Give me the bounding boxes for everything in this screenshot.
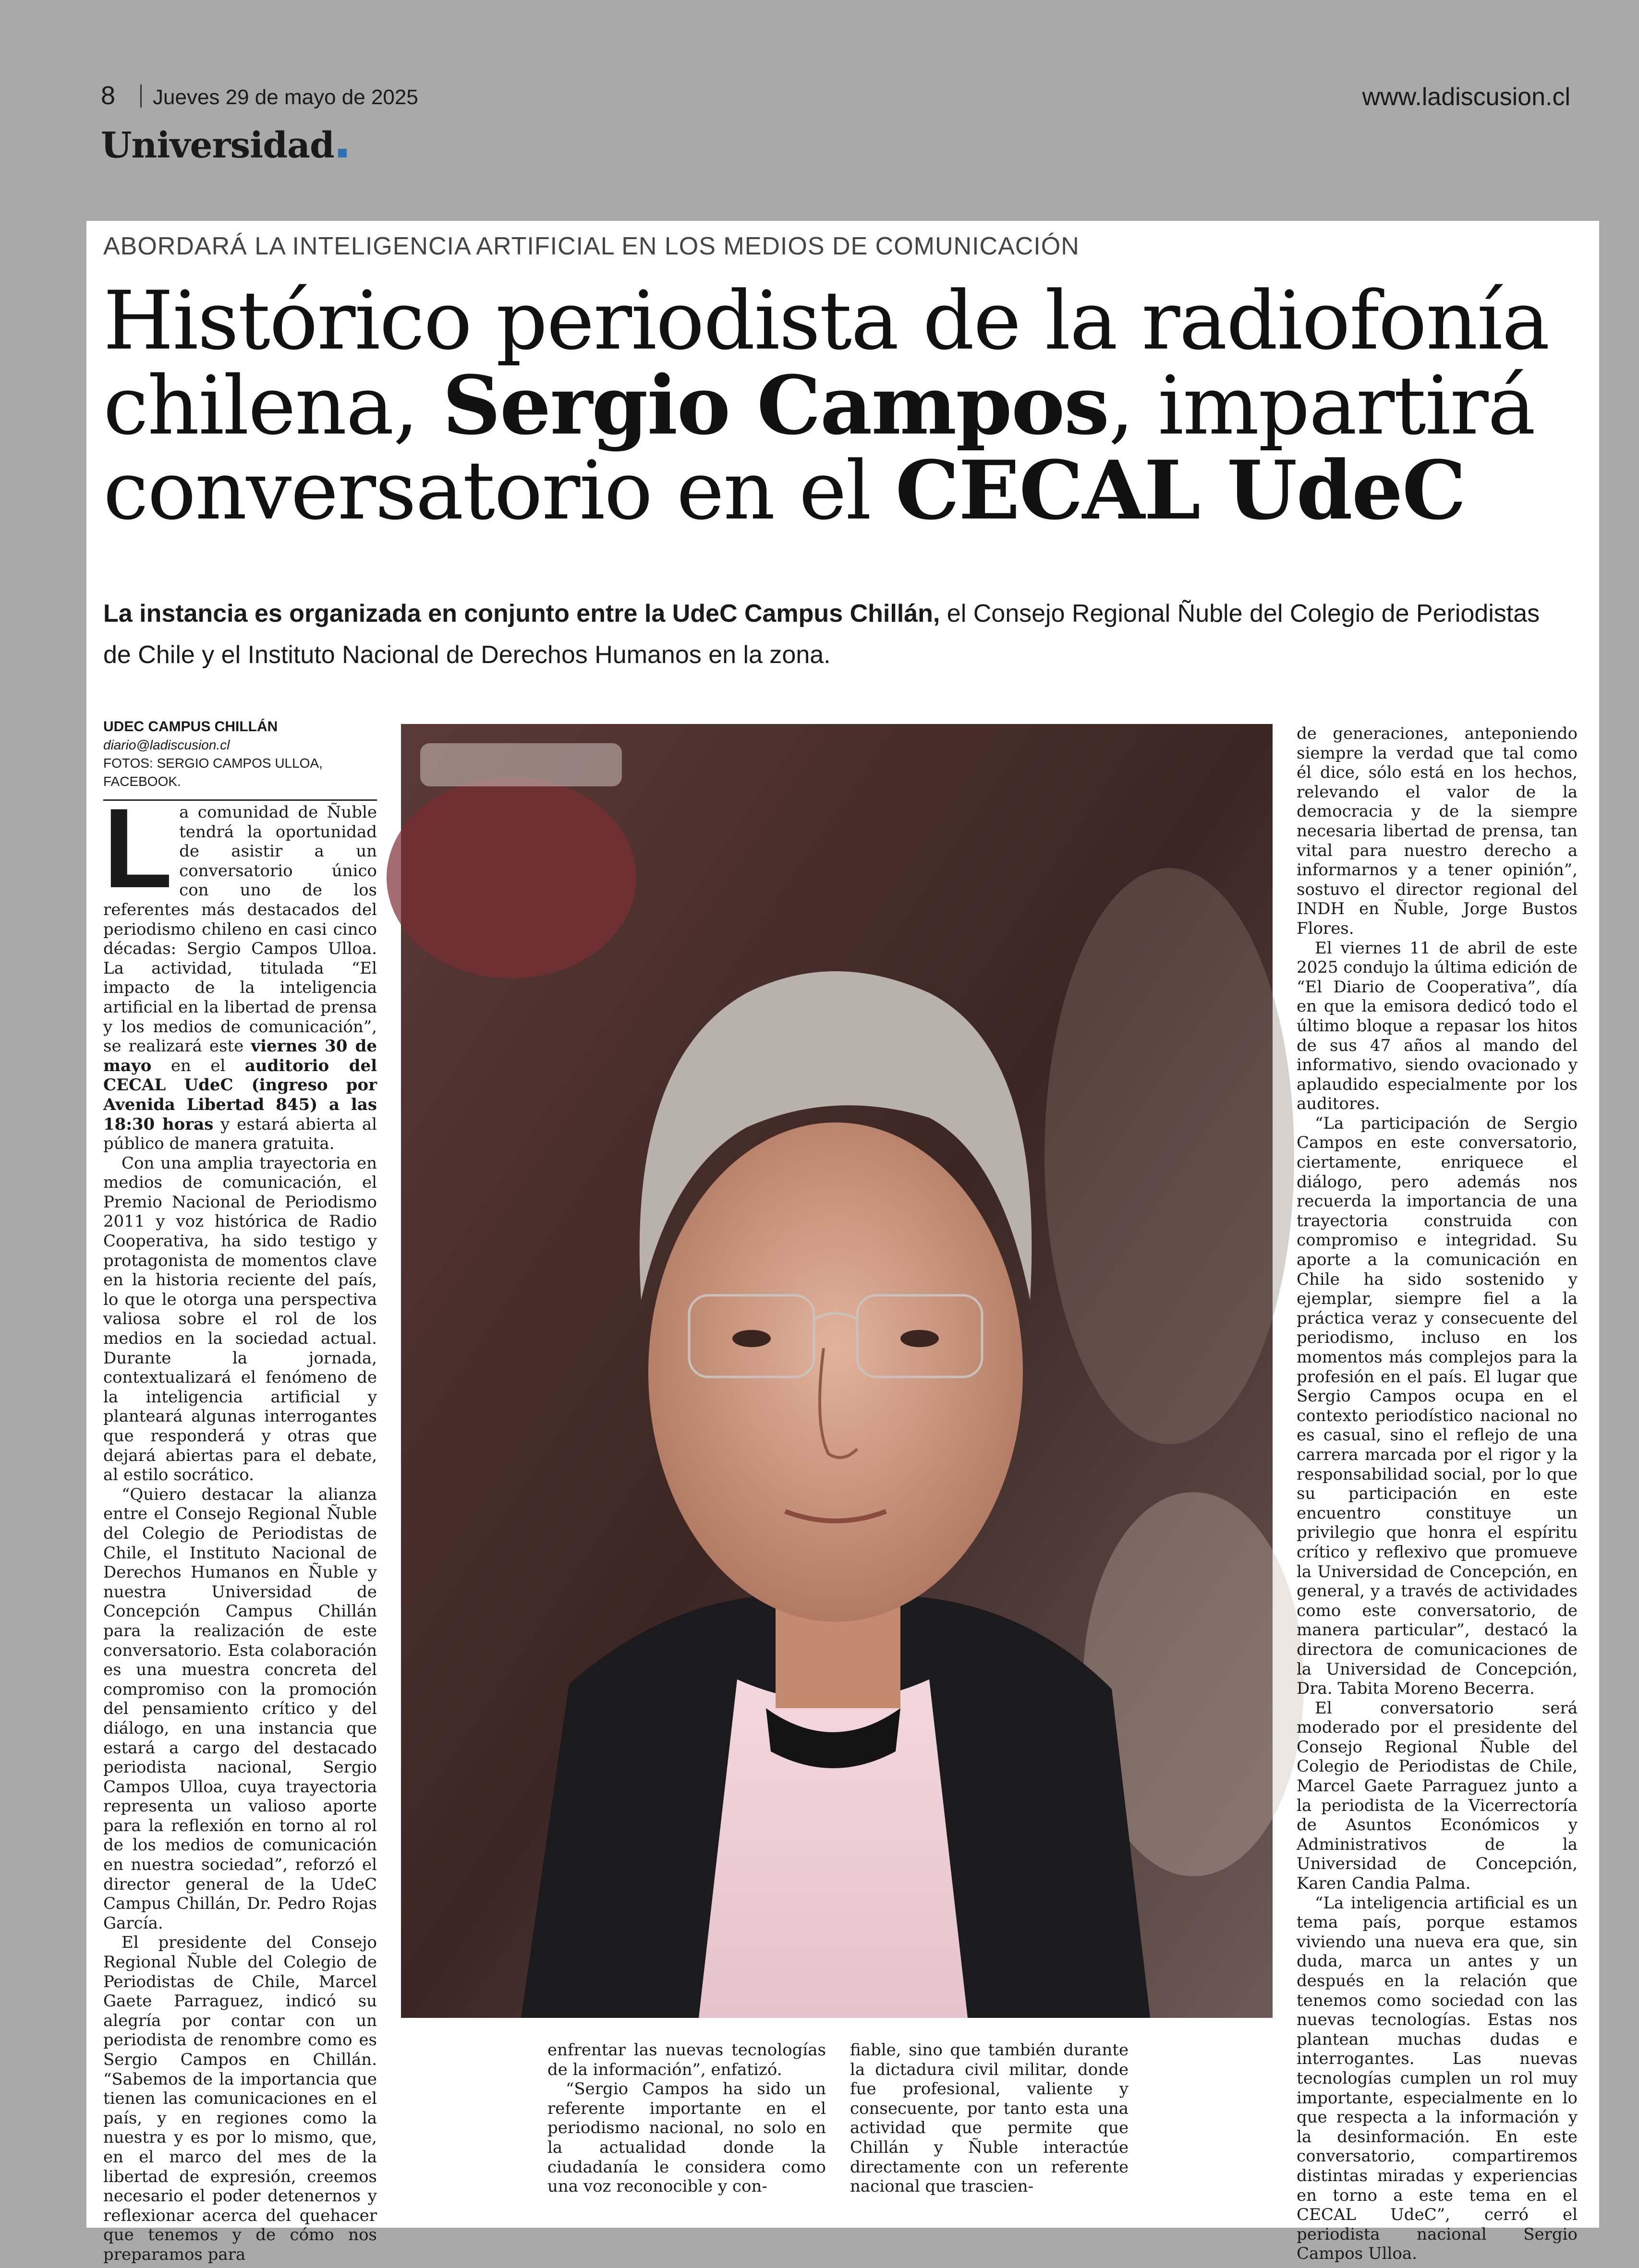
paragraph-1-text-c: en el xyxy=(151,1056,245,1075)
paragraph-1 xyxy=(103,785,377,1154)
paragraph-2: Con una amplia trayectoria en medios de comunicación, el Premio Nacional de Periodismo 2011 y voz histórica de Radio Cooperativa, ha sido testigo y protagonista de momentos clave en la historia reciente del país, lo que le otorga una perspectiva valiosa sobre el rol de los medios en la sociedad actual. Durante la jornada, contextualizará el fenómeno de la inteligencia artificial y planteará algunas interrogantes que responderá y otras que dejará abiertas para el debate, al estilo socrático. xyxy=(103,1153,377,1485)
drop-cap: L xyxy=(103,785,173,912)
article-column-1 xyxy=(103,785,377,2264)
headline xyxy=(103,274,1573,538)
site-url[interactable]: www.ladiscusion.cl xyxy=(1362,83,1570,111)
paragraph-5: enfrentar las nuevas tecnologías de la información”, enfatizó. xyxy=(547,2040,826,2079)
paragraph-11: El conversatorio será moderado por el presidente del Consejo Regional Ñuble del Colegio de Periodistas de Chile, Marcel Gaete Parraguez junto a la periodista de la Vicerrectoría de Asuntos Económicos y Administrativos de la Universidad de Concepción, Karen Candia Palma. xyxy=(1297,1698,1578,1894)
kicker: ABORDARÁ LA INTELIGENCIA ARTIFICIAL EN LOS MEDIOS DE COMUNICACIÓN xyxy=(103,232,1080,260)
article-column-3 xyxy=(850,2040,1129,2213)
header-divider xyxy=(140,84,142,108)
paragraph-1-text-d: y estará abierta al público de manera gratuita. xyxy=(103,1114,377,1154)
section-dot xyxy=(338,149,347,157)
page-date: Jueves 29 de mayo de 2025 xyxy=(153,85,418,109)
paragraph-12: “La inteligencia artificial es un tema país, porque estamos viviendo una nueva era que, sin duda, marca un antes y un después en la relación que tenemos como sociedad con las nuevas tecnologías. Estas nos plantean muchas dudas e interrogantes. Las nuevas tecnologías cumplen un rol muy importante, especialmente en lo que respecta a la información y la desinformación. En este conversatorio, compartiremos distintas miradas y experiencias en torno a este tema en el CECAL UdeC”, cerró el periodista nacional Sergio Campos Ulloa. xyxy=(1297,1893,1578,2264)
event-location: auditorio del CECAL UdeC (ingreso por Avenida Libertad 845) a las 18:30 horas xyxy=(103,1056,377,1134)
paragraph-6: “Sergio Campos ha sido un referente importante en el periodismo nacional, no solo en la actualidad donde la ciudadanía le considera como una voz reconocible y con- xyxy=(547,2079,826,2196)
headline-line3-bold: CECAL UdeC xyxy=(895,443,1466,538)
paragraph-10: “La participación de Sergio Campos en este conversatorio, ciertamente, enriquece el diálogo, pero además nos recuerda la importancia de una trayectoria construida con compromiso e integridad. Su aporte a la comunicación en Chile ha sido sostenido y ejemplar, siempre fiel a la práctica veraz y consecuente del periodismo, incluso en los momentos más complejos para la profesión en el país. El lugar que Sergio Campos ocupa en el contexto periodístico nacional no es casual, sino el reflejo de una carrera marcada por el rigor y la responsabilidad social, por lo que su participación en este encuentro constituye un privilegio que honra el espíritu crítico y reflexivo que promueve la Universidad de Concepción, en general, y a través de actividades como este conversatorio, de manera particular”, destacó la directora de comunicaciones de la Universidad de Concepción, Dra. Tabita Moreno Becerra. xyxy=(1297,1113,1578,1699)
section-label xyxy=(101,125,347,166)
page-number: 8 xyxy=(101,81,116,110)
paragraph-8: de generaciones, anteponiendo siempre la verdad que tal como él dice, sólo está en los hechos, relevando el valor de la democracia y de la siempre necesaria libertad de prensa, tan vital para nuestro derecho a informarnos y a tener opinión”, sostuvo el director regional del INDH en Ñuble, Jorge Bustos Flores. xyxy=(1297,724,1578,938)
portrait-illustration xyxy=(401,724,1273,2018)
section-name: Universidad xyxy=(101,125,334,166)
portrait-photo xyxy=(401,724,1273,2018)
headline-line2-bold: Sergio Campos xyxy=(442,358,1109,453)
headline-line1: Histórico periodista de la radiofonía xyxy=(103,274,1549,368)
paragraph-9: El viernes 11 de abril de este 2025 condujo la última edición de “El Diario de Cooperativa”, día en que la emisora dedicó todo el último bloque a repasar los hitos de sus 47 años al mando del informativo, siendo ovacionado y aplaudido especialmente por los auditores. xyxy=(1297,938,1578,1114)
byline-author: UDEC CAMPUS CHILLÁN xyxy=(103,719,278,735)
paragraph-7: fiable, sino que también durante la dictadura civil militar, donde fue profesional, valiente y consecuente, por tanto esta una actividad que permite que Chillán y Ñuble interactúe directamente con un referente nacional que trascien- xyxy=(850,2040,1129,2196)
byline-email: diario@ladiscusion.cl xyxy=(103,737,230,752)
paragraph-3: “Quiero destacar la alianza entre el Consejo Regional Ñuble del Colegio de Periodistas de Chile, el Instituto Nacional de Derechos Humanos en Ñuble y nuestra Universidad de Concepción Campus Chillán para la realización de este conversatorio. Esta colaboración es una muestra concreta del compromiso con la promoción del pensamiento crítico y del diálogo, en una instancia que estará a cargo del destacado periodista nacional, Sergio Campos Ulloa, cuya trayectoria representa un valioso aporte para la reflexión en torno al rol de los medios de comunicación en nuestra sociedad”, reforzó el director general de la UdeC Campus Chillán, Dr. Pedro Rojas García. xyxy=(103,1484,377,1933)
headline-line3-pre: conversatorio en el xyxy=(103,444,896,538)
lead-bold: La instancia es organizada en conjunto entre la UdeC Campus Chillán, xyxy=(103,600,940,627)
article-column-2 xyxy=(547,2040,826,2213)
byline-photos: FOTOS: SERGIO CAMPOS ULLOA, FACEBOOK. xyxy=(103,756,323,789)
headline-line2-pre: chilena, xyxy=(103,359,443,453)
headline-line2-post: , impartirá xyxy=(1108,359,1535,453)
page-header xyxy=(101,81,1570,114)
lead-paragraph xyxy=(103,593,1554,676)
event-date: viernes 30 de mayo xyxy=(103,1037,377,1075)
article-column-4 xyxy=(1297,724,1578,2264)
paragraph-4: El presidente del Consejo Regional Ñuble del Colegio de Periodistas de Chile, Marcel Gaete Parraguez, indicó su alegría por contar con un periodista de renombre como es Sergio Campos en Chillán. “Sabemos de la importancia que tienen las comunicaciones en el país, y en regiones como la nuestra y es por lo mismo, que, en el marco del mes de la libertad de expresión, creemos necesario el poder detenernos y reflexionar acerca del quehacer que tenemos y de cómo nos preparamos para xyxy=(103,1933,377,2264)
lead-rest: el Consejo Regional Ñuble del Colegio de Periodistas de Chile y el Instituto Nacional de Derechos Humanos en la zona. xyxy=(103,600,1540,669)
paragraph-1-text-a: a comunidad de Ñuble tendrá la oportunidad de asistir a un conversatorio único con uno de los referentes más destacados del periodismo chileno en casi cinco décadas: Sergio Campos Ulloa. La actividad, titulada “El impacto de la inteligencia artificial en la libertad de prensa y los medios de comunicación”, se realizará este xyxy=(103,803,377,1056)
